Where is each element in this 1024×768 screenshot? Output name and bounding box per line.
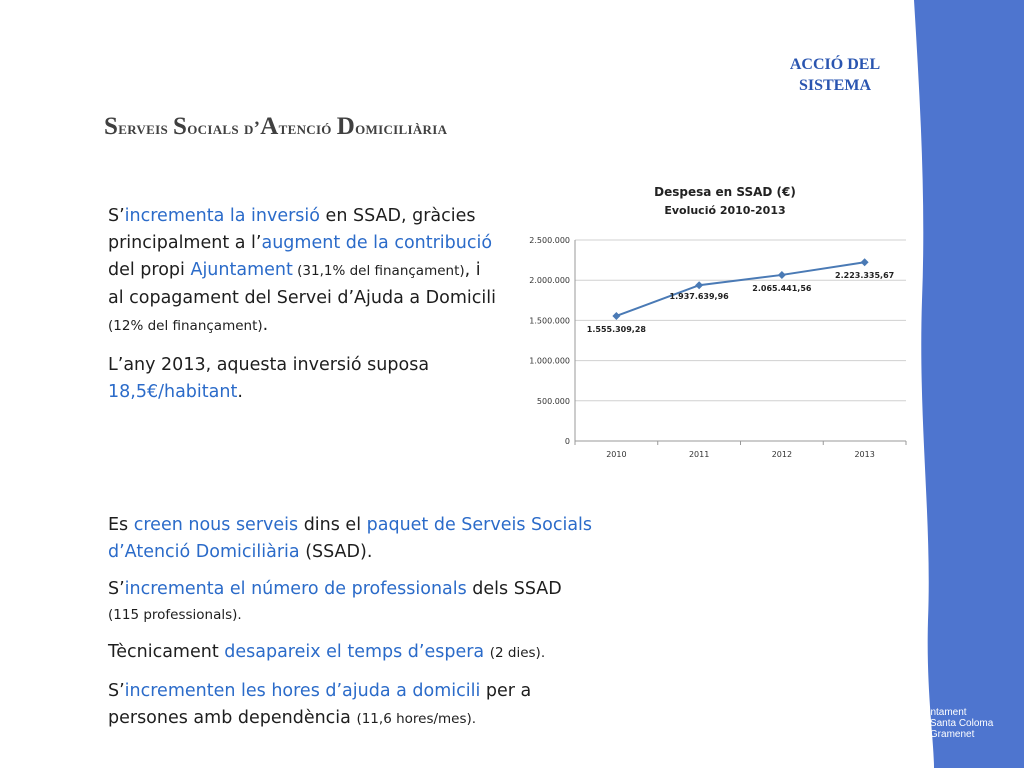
- y-tick-label: 2.000.000: [529, 276, 570, 286]
- council-name: Ajuntament de Santa Coloma de Gramenet: [916, 707, 994, 740]
- paragraph-waiting-time: Tècnicament desapareix el temps d’espera (2 dies).: [108, 642, 546, 662]
- paragraph-per-inhabitant: L’any 2013, aquesta inversió suposa 18,5€/habitant.: [108, 355, 430, 402]
- chart-plot: [510, 178, 920, 468]
- data-label: 2.223.335,67: [835, 271, 895, 281]
- data-point: [778, 271, 786, 279]
- chart-subtitle: Evolució 2010-2013: [664, 204, 786, 217]
- x-tick-label: 2010: [606, 450, 627, 459]
- x-tick-label: 2013: [854, 450, 875, 459]
- data-point: [612, 312, 620, 320]
- chart-title: Despesa en SSAD (€): [654, 185, 796, 199]
- x-tick-label: 2012: [771, 450, 793, 459]
- city-council-logo: [862, 696, 1012, 748]
- data-point: [861, 258, 869, 266]
- y-tick-label: 1.000.000: [529, 356, 570, 366]
- coat-of-arms-icon: [862, 696, 912, 748]
- section-label-line2: SISTEMA: [798, 77, 872, 94]
- section-label: [780, 54, 890, 96]
- paragraph-professionals: S’incrementa el número de professionals dels SSAD (115 professionals).: [108, 579, 562, 623]
- paragraph-home-hours: S’incrementen les hores d’ajuda a domicili per a persones amb dependència (11,6 hores/mes).: [108, 681, 532, 728]
- series-line: [616, 262, 864, 316]
- y-tick-label: 1.500.000: [529, 316, 570, 326]
- page-title: Serveis Socials d’Atenció Domiciliària: [104, 113, 448, 140]
- paragraph-investment: S’incrementa la inversió en SSAD, gràcies principalment a l’augment de la contribució del propi Ajuntament (31,1% del finançament), i al copagament del Servei d’Ajuda a Domicili (12% del finançament).: [108, 206, 496, 335]
- section-label-line1: ACCIÓ DEL: [789, 56, 881, 73]
- wave-edge: [914, 0, 1024, 768]
- data-label: 1.555.309,28: [586, 324, 646, 334]
- y-tick-label: 500.000: [536, 396, 570, 406]
- paragraph-new-services: Es creen nous serveis dins el paquet de Serveis Socials d’Atenció Domiciliària (SSAD).: [108, 515, 593, 562]
- x-tick-label: 2011: [688, 450, 710, 459]
- side-band: [914, 0, 1024, 768]
- y-tick-label: 2.500.000: [529, 236, 570, 245]
- data-point: [695, 281, 703, 289]
- data-label: 1.937.639,96: [669, 292, 729, 302]
- expenditure-chart: [510, 178, 920, 468]
- data-label: 2.065.441,56: [752, 283, 812, 293]
- y-tick-label: 0: [564, 437, 570, 446]
